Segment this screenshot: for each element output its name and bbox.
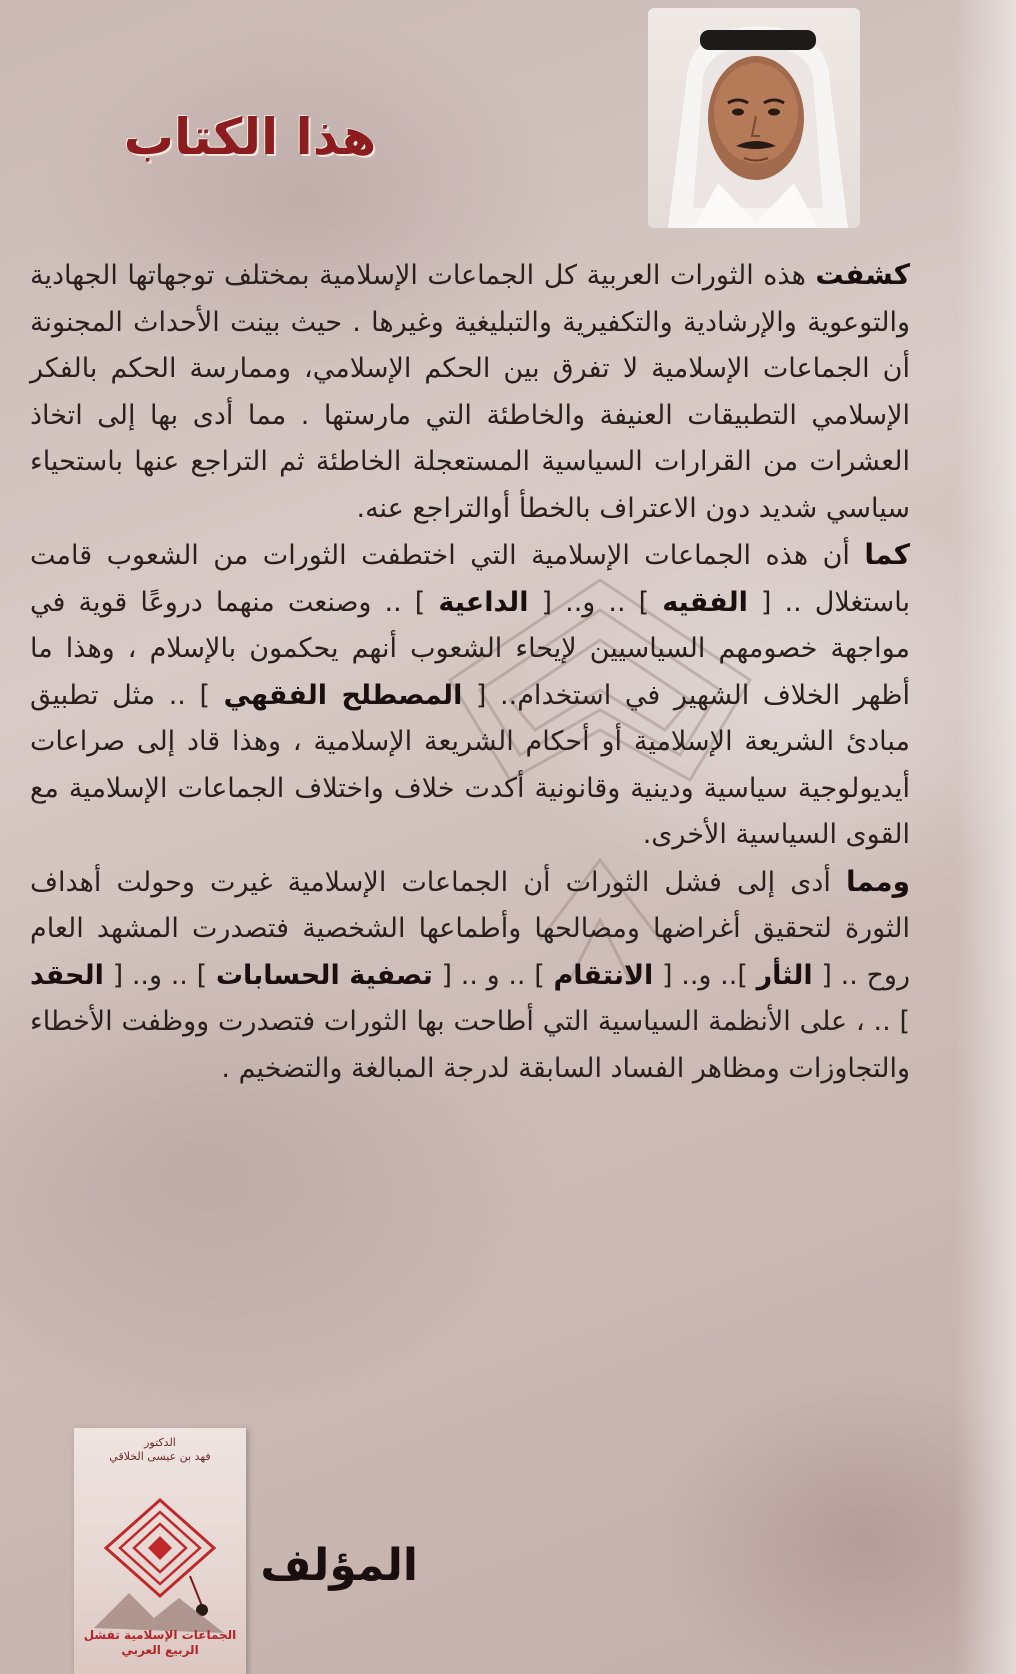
- cover-title-line1: الجماعات الإسلامية تفشل: [83, 1628, 237, 1642]
- highlighted-term: المصطلح الفقهي: [223, 679, 463, 711]
- paragraph-lead-word: ومما: [845, 864, 910, 898]
- cover-author-title: الدكتور: [144, 1436, 176, 1449]
- author-photo: [648, 8, 860, 228]
- cover-author-name: فهد بن عيسى الخلاقي: [109, 1450, 211, 1463]
- paragraph-text: أن هذه الجماعات الإسلامية التي اختطفت الثورات من الشعوب قامت باستغلال .. [: [30, 540, 910, 618]
- paragraph-text: ] .. ، على الأنظمة السياسية التي أطاحت بها الثورات فتصدرت ووظفت الأخطاء والتجاوزات ومظاهر الفساد السابقة لدرجة المبالغة والتضخيم .: [30, 1006, 910, 1084]
- highlighted-term: الفقيه: [662, 586, 748, 618]
- paragraph-text: ] .. و .. [: [432, 959, 554, 991]
- paragraph-lead-word: كما: [864, 538, 910, 571]
- paragraph-text: ] .. مثل تطبيق مبادئ الشريعة الإسلامية أو أحكام الشريعة الإسلامية ، وهذا قاد إلى صراعات أيديولوجية سياسية ودينية وقانونية أكدت خلاف واختلاف الجماعات الإسلامية مع القوى السياسية الأخرى.: [30, 679, 910, 850]
- book-cover-thumbnail: [74, 1428, 246, 1674]
- description-text: [30, 252, 910, 1092]
- highlighted-term: الانتقام: [553, 959, 654, 991]
- page-title: هذا الكتاب: [123, 108, 377, 166]
- paragraph-text: هذه الثورات العربية كل الجماعات الإسلامية بمختلف توجهاتها الجهادية والتوعوية والإرشادية والتكفيرية والتبليغية وغيرها . حيث بينت الأحداث المجنونة أن الجماعات الإسلامية لا تفرق بين الحكم الإسلامي، وممارسة الحكم بالفكر الإسلامي التطبيقات العنيفة والخاطئة التي مارستها . مما أدى بها إلى اتخاذ العشرات من القرارات السياسية المستعجلة الخاطئة ثم التراجع عنها باستحياء سياسي شديد دون الاعتراف بالخطأ أوالتراجع عنه.: [30, 260, 910, 524]
- highlighted-term: الثأر: [756, 959, 813, 991]
- paragraph-text: ] .. وصنعت منهما دروعًا قوية في مواجهة خصومهم السياسيين لإيحاء الشعوب أنهم يحكمون بالإسلام ، وهذا ما أظهر الخلاف الشهير في استخدام.. [: [30, 586, 911, 711]
- paragraph-text: ] .. و.. [: [103, 959, 216, 991]
- highlighted-term: الداعية: [438, 586, 529, 618]
- page-edge-fade: [956, 0, 1016, 1674]
- paragraph-1: [30, 252, 910, 532]
- author-portrait-image: [648, 8, 860, 228]
- cover-title: [78, 1628, 242, 1658]
- paragraph-text: ].. و.. [: [653, 959, 757, 991]
- paragraph-text: ] .. و.. [: [528, 586, 663, 618]
- paragraph-2: [30, 532, 910, 859]
- paragraph-3: [30, 859, 910, 1093]
- paragraph-text: أدى إلى فشل الثورات أن الجماعات الإسلامية غيرت وحولت أهداف الثورة لتحقيق أغراضها ومصالحها وأطماعها الشخصية فتصدرت المشهد العام روح .. [: [30, 866, 910, 991]
- cover-title-line2: الربيع العربي: [121, 1643, 199, 1657]
- author-signature: المؤلف: [260, 1540, 418, 1591]
- highlighted-term: تصفية الحسابات: [215, 959, 433, 991]
- paragraph-lead-word: كشفت: [815, 258, 910, 291]
- highlighted-term: الحقد: [30, 959, 104, 991]
